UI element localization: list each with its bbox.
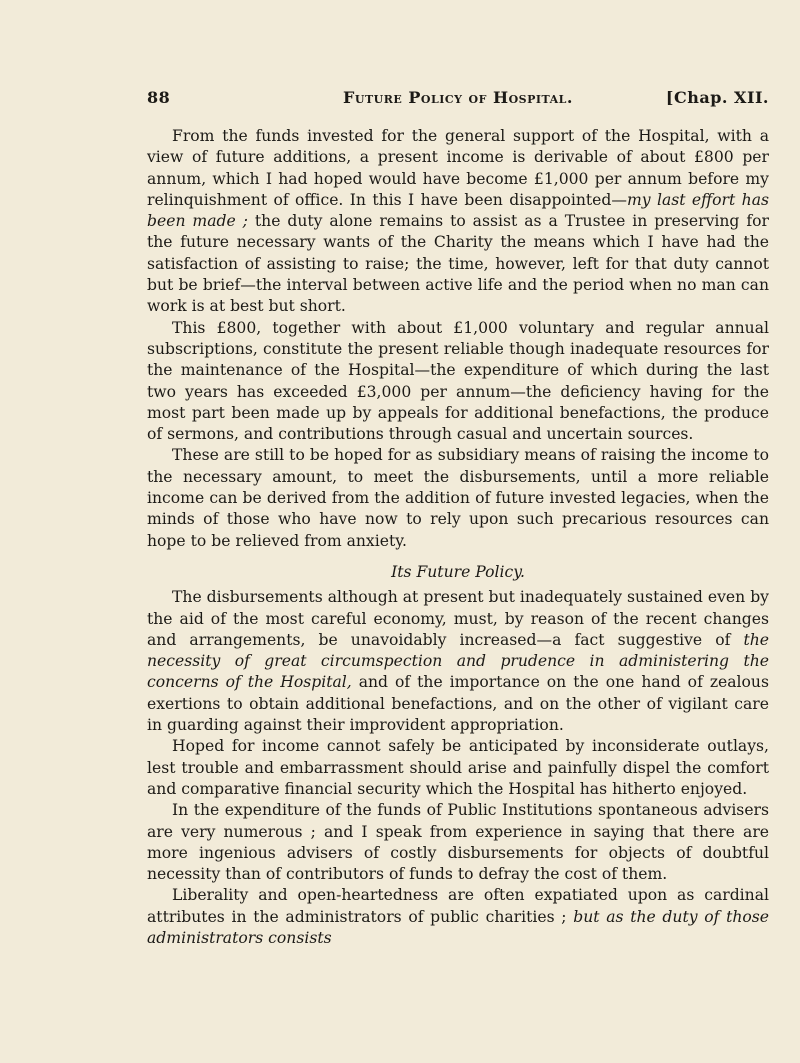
- running-title: Future Policy of Hospital.: [343, 88, 573, 107]
- text-run: Liberality and open-heartedness are often expatiated upon as cardinal attributes in the administrators of public charities ;: [147, 886, 769, 926]
- italic-run: my last effort has been made ;: [147, 190, 770, 231]
- section-heading: Its Future Policy.: [391, 562, 525, 581]
- paragraph: [147, 587, 769, 736]
- paragraph: This £800, together with about £1,000 voluntary and regular annual subscriptions, constitute the present reliable though inadequate resources for the maintenance of the Hospital—the expenditure of which during the last two years has exceeded £3,000 per annum—the deficiency having for the most part been made up by appeals for additional benefactions, the produce of sermons, and contributions through casual and uncertain sources.: [147, 318, 769, 444]
- paragraph: [147, 126, 769, 318]
- italic-run: the necessity of great circumspection and prudence in administering the concerns of the Hospital,: [147, 630, 769, 692]
- page-number: 88: [147, 88, 171, 107]
- italic-run: but as the duty of those administrators consists: [147, 907, 770, 947]
- text-run: and of the importance on the one hand of zealous exertions to obtain additional benefactions, and on the other of vigilant care in guarding against their improvident appropriation.: [147, 673, 769, 735]
- paragraph: [147, 885, 769, 949]
- text-run: From the funds invested for the general support of the Hospital, with a view of future additions, a present income is derivable of about £800 per annum, which I had hoped would have become £1,000 per annum before my relinquishment of office. In this I have been disappointed—: [147, 127, 769, 209]
- paragraph: In the expenditure of the funds of Public Institutions spontaneous advisers are very numerous ; and I speak from experience in saying that there are more ingenious advisers of costly disbursements for objects of doubtful necessity than of contributors of funds to defray the cost of them.: [147, 801, 769, 884]
- chapter-label: [Chap. XII.: [665, 88, 769, 107]
- paragraph: Hoped for income cannot safely be anticipated by inconsiderate outlays, lest trouble and embarrassment should arise and painfully dispel the comfort and comparative financial security which the Hospital has hitherto enjoyed.: [147, 737, 769, 798]
- paragraph: These are still to be hoped for as subsidiary means of raising the income to the necessary amount, to meet the disbursements, until a more reliable income can be derived from the addition of future invested legacies, when the minds of those who have now to rely upon such precarious resources can hope to be relieved from anxiety.: [147, 446, 769, 550]
- text-run: the duty alone remains to assist as a Trustee in preserving for the future necessary wants of the Charity the means which I have had the satisfaction of assisting to raise; the time, however, left for that duty cannot but be brief—the interval between active life and the period when no man can work is at best but short.: [147, 212, 769, 316]
- text-run: The disbursements although at present but inadequately sustained even by the aid of the most careful economy, must, by reason of the recent changes and arrangements, be unavoidably increased—a fact suggestive of: [147, 588, 769, 649]
- body-text: [147, 126, 769, 949]
